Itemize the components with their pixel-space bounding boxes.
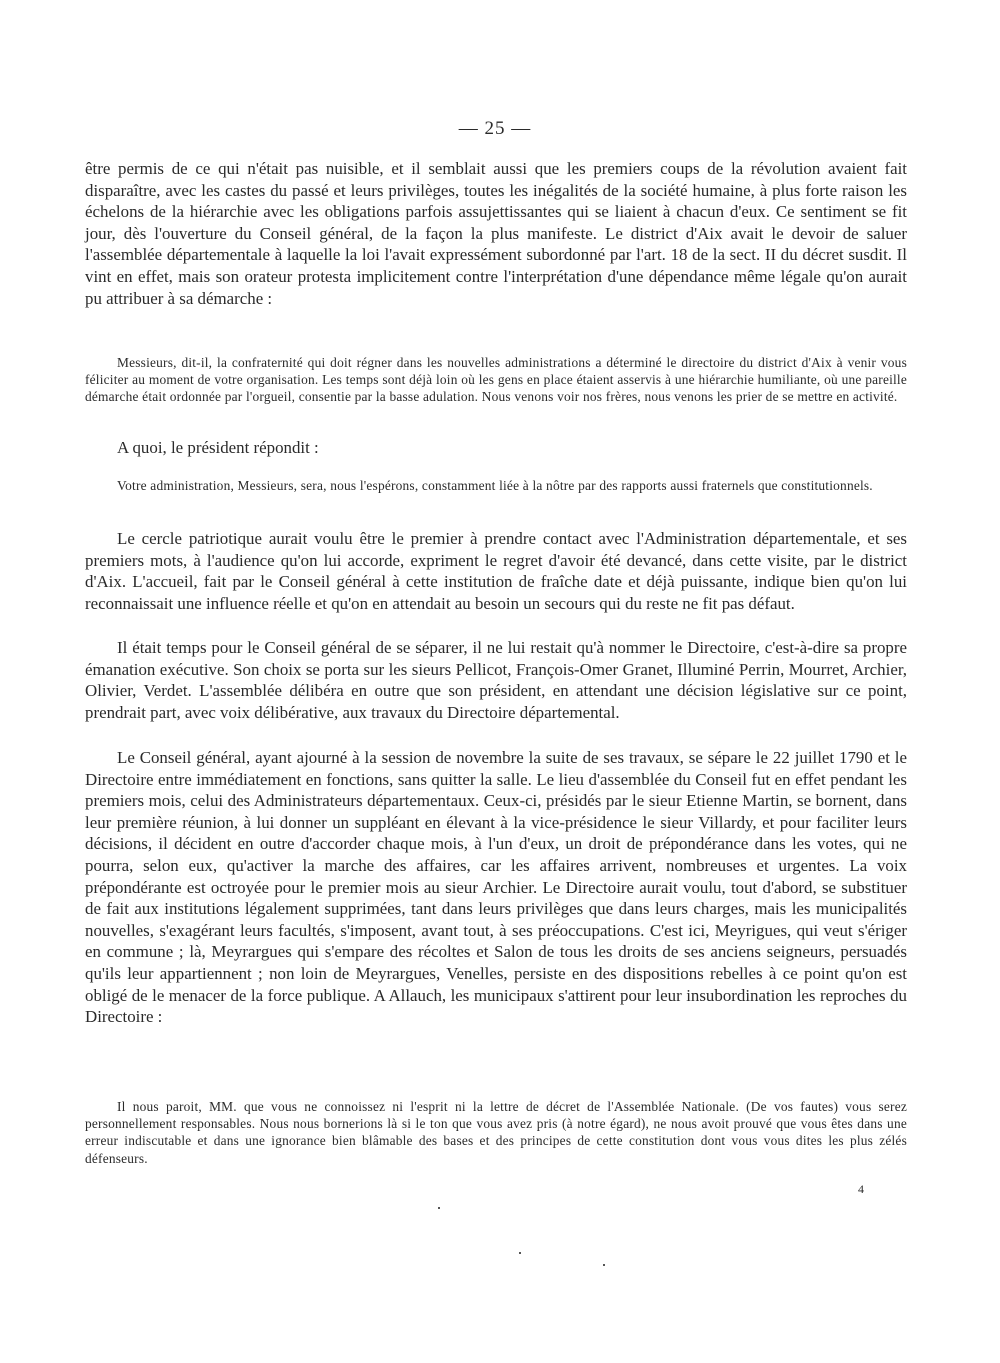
quote-president-reply: Votre administration, Messieurs, sera, nous l'espérons, constamment liée à la nôtre par des rapports aussi fraternels que constitutionnels.: [117, 478, 873, 493]
print-speck: [519, 1252, 521, 1254]
paragraph-cercle-patriotique: Le cercle patriotique aurait voulu être le premier à prendre contact avec l'Administration départementale, et ses premiers mots, à l'audience qu'on lui accorde, expriment le regret d'avoir été devancé, dans cette visite, par le district d'Aix. L'accueil, fait par le Conseil général à cette institution de fraîche date et déjà puissante, indique bien qu'on lui reconnaissait une influence réelle et qu'on en attendait au besoin un secours qui du reste ne fit pas défaut.: [85, 529, 907, 613]
paragraph-president-reply-intro: A quoi, le président répondit :: [117, 438, 319, 457]
print-speck: [603, 1264, 605, 1266]
print-speck: [438, 1207, 440, 1209]
signature-mark: 4: [858, 1182, 864, 1196]
paragraph-continuation: être permis de ce qui n'était pas nuisible, et il semblait aussi que les premiers coups de la révolution avaient fait disparaître, avec les castes du passé et leurs privilèges, toutes les inégalités de la société humaine, à plus forte raison les échelons de la hiérarchie avec les obligations parfois assujettissantes qui se liaient à chacun d'eux. Ce sentiment se fit jour, dès l'ouverture du Conseil général, de la façon la plus manifeste. Le district d'Aix avait le devoir de saluer l'assemblée départementale à laquelle la loi l'avait expressément subordonné par l'art. 18 de la sect. II du décret susdit. Il vint en effet, mais son orateur protesta implicitement contre l'interprétation d'une dépendance même légale qu'on aurait pu attribuer à sa démarche :: [85, 159, 907, 308]
paragraph-directoire-nomination: Il était temps pour le Conseil général de se séparer, il ne lui restait qu'à nommer le Directoire, c'est-à-dire sa propre émanation exécutive. Son choix se porta sur les sieurs Pellicot, François-Omer Granet, Illuminé Perrin, Mourret, Archier, Olivier, Verdet. L'assemblée délibéra en outre que son président, en attendant une décision législative sur ce point, prendrait part, avec voix délibérative, aux travaux du Directoire départemental.: [85, 638, 907, 722]
quote-district-speech: Messieurs, dit-il, la confraternité qui doit régner dans les nouvelles administrations a déterminé le directoire du district d'Aix à venir vous féliciter au moment de votre organisation. Les temps sont déjà loin où les gens en place étaient asservis à une hiérarchie humiliante, où une pareille démarche était ordonnée par l'orgueil, consentie par la basse adulation. Nous venons voir nos frères, nous venons les prier de se mettre en activité.: [85, 355, 907, 405]
quote-directoire-reproach: Il nous paroit, MM. que vous ne connoissez ni l'esprit ni la lettre de décret de l'Assemblée Nationale. (De vos fautes) vous serez personnellement responsables. Nous nous bornerions là si le ton que vous avez pris (à notre égard), ne nous avoit prouvé que vous êtes dans une erreur indiscutable et dans une ignorance bien blâmable des bases et des principes de cette constitution dont vous vous dites les plus zélés défenseurs.: [85, 1099, 907, 1166]
paragraph-conseil-separation: Le Conseil général, ayant ajourné à la session de novembre la suite de ses travaux, se sépare le 22 juillet 1790 et le Directoire entre immédiatement en fonctions, sans quitter la salle. Le lieu d'assemblée du Conseil fut en effet pendant les premiers mois, celui des Administrateurs départementaux. Ceux-ci, présidés par le sieur Etienne Martin, se bornent, dans leur première réunion, à lui donner un suppléant en élevant à la vice-présidence le sieur Villardy, et pour faciliter leurs décisions, il décident en outre d'accorder chaque mois, à l'un d'eux, un droit de prépondérance dans les votes, qui ne pourra, selon eux, qu'activer la marche des affaires, car les affaires arrivent, nombreuses et urgentes. La voix prépondérante est octroyée pour le premier mois au sieur Archier. Le Directoire aurait voulu, tout d'abord, se substituer de fait aux institutions légalement supprimées, tant dans leurs privilèges que dans leurs charges, mais les municipalités nouvelles, s'exagérant leurs facultés, s'imposent, avant tout, à ses préoccupations. C'est ici, Meyrigues, qui veut s'ériger en commune ; là, Meyrargues qui s'empare des récoltes et Salon de tous les droits de ses anciens seigneurs, persuadés qu'ils leur appartiennent ; non loin de Meyrargues, Venelles, persiste en des dispositions rebelles à ce point qu'on est obligé de le menacer de la force publique. A Allauch, les municipaux s'attirent pour leur insubordination les reproches du Directoire :: [85, 748, 907, 1027]
page-number: — 25 —: [458, 118, 532, 139]
